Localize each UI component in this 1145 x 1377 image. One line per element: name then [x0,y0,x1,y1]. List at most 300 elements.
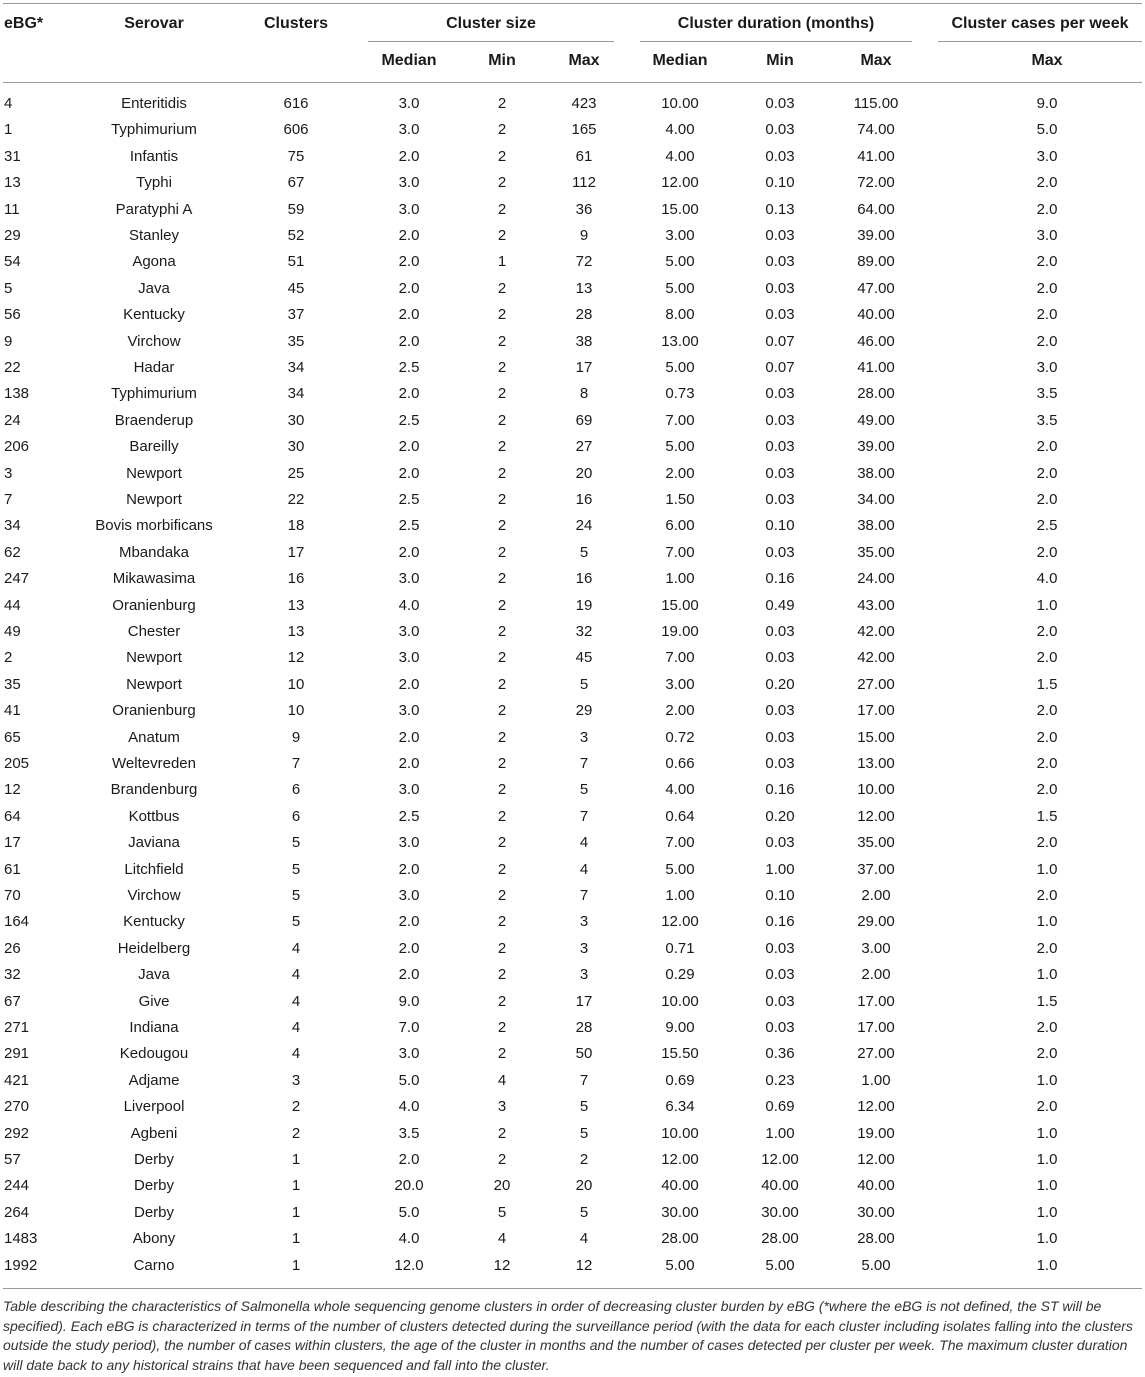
cell-duration-min: 0.03 [765,306,795,324]
cell-size-median: 5.0 [398,1071,420,1089]
cell-cases-max: 2.0 [1036,332,1058,350]
cell-duration-median: 6.00 [665,517,695,535]
cell-duration-min: 0.03 [765,253,795,271]
cell-serovar: Bareilly [129,438,179,456]
table-row [0,698,1145,724]
cell-clusters: 5 [291,860,301,878]
cell-clusters: 59 [287,200,305,218]
cell-ebg: 22 [4,359,21,376]
cell-duration-min: 0.20 [765,807,795,825]
cell-size-min: 2 [497,1019,507,1036]
cell-size-max: 17 [575,359,593,376]
cell-size-max: 69 [575,411,593,429]
cell-size-max: 7 [579,887,589,904]
cell-ebg: 7 [4,491,13,508]
cell-cases-max: 2.0 [1036,543,1058,561]
cell-size-min: 2 [497,649,507,667]
cell-cases-max: 1.0 [1036,1124,1058,1142]
cell-ebg: 49 [4,623,21,640]
cell-duration-min: 0.03 [765,491,795,508]
cell-size-min: 2 [497,517,507,535]
cell-clusters: 45 [287,279,305,297]
cell-duration-max: 115.00 [853,95,899,112]
cell-serovar: Newport [126,649,182,667]
cell-duration-min: 0.13 [765,200,795,218]
cell-size-min: 2 [497,887,507,904]
cell-size-max: 7 [579,1071,589,1089]
cell-serovar: Weltevreden [112,755,196,772]
cell-size-max: 2 [579,1151,589,1168]
table-row [0,1226,1145,1252]
cell-cases-max: 1.0 [1036,860,1058,878]
cell-clusters: 2 [291,1124,301,1142]
cell-duration-max: 30.00 [857,1203,895,1221]
cell-serovar: Chester [127,623,181,640]
cell-duration-max: 3.00 [861,939,891,957]
cell-cases-max: 1.0 [1036,1071,1058,1089]
cell-duration-min: 0.03 [765,939,795,957]
cell-size-min: 20 [493,1177,511,1195]
cell-size-min: 2 [497,279,507,297]
cell-serovar: Oranienburg [112,702,196,720]
cell-serovar: Anatum [128,728,180,746]
table-row [0,619,1145,645]
table-row [0,144,1145,170]
cell-ebg: 31 [4,147,21,165]
cell-size-min: 2 [497,596,507,614]
cell-size-median: 2.0 [398,147,420,165]
cell-cases-max: 2.0 [1036,1019,1058,1036]
cell-size-min: 2 [497,1151,507,1168]
cell-cases-max: 1.0 [1036,596,1058,614]
cell-cases-max: 2.0 [1036,755,1058,772]
cell-serovar: Kottbus [128,807,180,825]
cell-size-max: 16 [575,570,593,588]
cell-clusters: 30 [287,438,305,456]
cell-duration-min: 1.00 [765,1124,795,1142]
cell-size-min: 2 [497,147,507,165]
cell-serovar: Derby [133,1151,174,1168]
table-row [0,725,1145,751]
cell-duration-min: 0.03 [765,623,795,640]
cell-size-max: 9 [579,227,589,244]
cell-cases-max: 3.5 [1036,385,1058,403]
cell-clusters: 67 [287,174,305,192]
header-size-median: Median [381,52,437,69]
cell-clusters: 34 [287,359,305,376]
cell-ebg: 56 [4,306,21,324]
header-cluster-cases: Cluster cases per week [951,15,1129,32]
cell-duration-max: 74.00 [857,121,895,139]
cell-serovar: Braenderup [114,411,194,429]
cell-clusters: 4 [291,1045,301,1063]
table-row [0,1200,1145,1226]
cell-size-median: 2.0 [398,966,420,984]
cell-size-median: 3.0 [398,200,420,218]
cell-serovar: Paratyphi A [115,200,193,218]
table-top-rule [3,3,1142,4]
cell-clusters: 1 [291,1230,301,1248]
cell-cases-max: 1.0 [1036,1203,1058,1221]
cell-duration-median: 7.00 [665,649,695,667]
cell-size-max: 5 [579,1203,589,1221]
cell-size-median: 4.0 [398,1098,420,1116]
cell-duration-min: 0.10 [765,174,795,192]
cell-size-median: 20.0 [394,1177,424,1195]
cell-size-max: 17 [575,992,593,1010]
cell-size-min: 2 [497,95,507,112]
cell-duration-min: 0.07 [765,359,795,376]
header-cases-max: Max [1031,52,1063,69]
header-size-max: Max [568,52,600,69]
cell-duration-median: 1.50 [665,491,695,508]
cell-size-max: 5 [579,675,589,693]
cell-clusters: 13 [287,596,305,614]
cell-cases-max: 1.0 [1036,1256,1058,1274]
cell-serovar: Hadar [133,359,175,376]
cell-size-median: 2.0 [398,728,420,746]
cell-clusters: 12 [287,649,305,667]
cell-clusters: 75 [287,147,305,165]
cell-ebg: 65 [4,728,21,746]
cell-duration-max: 40.00 [857,306,895,324]
cell-duration-min: 0.69 [765,1098,795,1116]
cell-ebg: 164 [4,913,30,931]
cell-serovar: Litchfield [124,860,184,878]
cell-size-max: 13 [575,279,593,297]
cell-serovar: Stanley [128,227,180,244]
cell-size-max: 20 [575,1177,593,1195]
cell-size-max: 72 [575,253,593,271]
cell-clusters: 4 [291,1019,301,1036]
cell-duration-min: 30.00 [761,1203,799,1221]
cell-cases-max: 2.0 [1036,1045,1058,1063]
cell-ebg: 57 [4,1151,21,1168]
cell-duration-median: 12.00 [661,913,699,931]
cell-clusters: 4 [291,966,301,984]
cell-duration-median: 7.00 [665,543,695,561]
cell-duration-max: 35.00 [857,834,895,852]
cell-duration-max: 17.00 [857,992,895,1010]
cell-duration-max: 39.00 [857,438,895,456]
cell-ebg: 244 [4,1177,30,1195]
cell-size-min: 4 [497,1230,507,1248]
cell-size-median: 2.0 [398,860,420,878]
cell-duration-min: 0.03 [765,755,795,772]
cell-duration-min: 0.03 [765,543,795,561]
cell-cases-max: 1.0 [1036,1177,1058,1195]
cell-duration-max: 46.00 [857,332,895,350]
cell-size-max: 5 [579,1098,589,1116]
cell-serovar: Agona [132,253,176,271]
cell-cases-max: 2.0 [1036,200,1058,218]
cell-ebg: 41 [4,702,21,720]
cell-duration-min: 0.16 [765,913,795,931]
table-row [0,962,1145,988]
cell-clusters: 2 [291,1098,301,1116]
cell-serovar: Indiana [129,1019,179,1036]
cluster-cases-group-line [938,41,1142,42]
cell-size-max: 38 [575,332,593,350]
table-caption: Table describing the characteristics of Salmonella whole sequencing genome clusters in order of decreasing cluster burden by eBG (*where the eBG is not defined, the ST will be specified). Each eBG is characterized in terms of the number of clusters detected during the surveillance period (with the data for each cluster including isolates falling into the clusters outside the study period), the number of cases within clusters, the age of the cluster in months and the number of cases detected per cluster per week. The maximum cluster duration will date back to any historical strains that have been sequenced and fall into the cluster. [3,1298,1133,1373]
cell-duration-median: 13.00 [661,332,699,350]
cell-duration-max: 89.00 [857,253,895,271]
cell-ebg: 270 [4,1098,30,1116]
table-row [0,355,1145,381]
cluster-size-group-line [368,41,614,42]
cell-duration-min: 0.16 [765,570,795,588]
cell-size-median: 2.0 [398,227,420,244]
cell-duration-min: 0.23 [765,1071,795,1089]
cell-size-median: 3.0 [398,623,420,640]
cell-clusters: 10 [287,675,305,693]
cell-ebg: 29 [4,227,21,244]
cell-cases-max: 2.0 [1036,279,1058,297]
table-row [0,91,1145,117]
cell-size-max: 3 [579,913,589,931]
table-row [0,936,1145,962]
cell-size-median: 3.0 [398,702,420,720]
cell-duration-median: 0.66 [665,755,695,772]
cell-duration-max: 13.00 [857,755,895,772]
cell-size-max: 7 [579,755,589,772]
cell-clusters: 6 [291,807,301,825]
cell-size-median: 3.0 [398,887,420,904]
cell-size-median: 12.0 [394,1256,424,1274]
table-row [0,804,1145,830]
cell-size-min: 2 [497,728,507,746]
cell-size-max: 4 [579,860,589,878]
header-duration-max: Max [860,52,892,69]
cell-size-median: 7.0 [398,1019,420,1036]
cell-duration-max: 12.00 [857,1098,895,1116]
cell-clusters: 616 [283,95,309,112]
cell-size-min: 2 [497,675,507,693]
cell-duration-median: 2.00 [665,464,695,482]
table-row [0,1121,1145,1147]
cell-duration-min: 12.00 [761,1151,799,1168]
cell-clusters: 16 [287,570,305,588]
cell-size-median: 5.0 [398,1203,420,1221]
table-row [0,302,1145,328]
cell-size-max: 32 [575,623,593,640]
header-duration-min: Min [766,52,794,69]
table-row [0,672,1145,698]
header-cluster-duration: Cluster duration (months) [677,15,875,32]
cell-size-median: 2.0 [398,939,420,957]
cell-size-min: 2 [497,834,507,852]
cell-size-max: 4 [579,1230,589,1248]
cell-ebg: 24 [4,411,21,429]
cell-duration-median: 2.00 [665,702,695,720]
cell-clusters: 1 [291,1177,301,1195]
cell-ebg: 62 [4,543,21,561]
cell-duration-max: 2.00 [861,966,891,984]
cell-ebg: 271 [4,1019,30,1036]
cell-clusters: 4 [291,992,301,1010]
table-row [0,329,1145,355]
cell-duration-median: 12.00 [661,1151,699,1168]
cell-cases-max: 5.0 [1036,121,1058,139]
cell-cases-max: 2.0 [1036,491,1058,508]
cell-duration-median: 6.34 [665,1098,695,1116]
table-bottom-rule [3,1288,1142,1289]
table-row [0,566,1145,592]
cell-size-median: 2.0 [398,755,420,772]
cell-duration-max: 5.00 [861,1256,891,1274]
cell-serovar: Give [138,992,170,1010]
cell-duration-median: 5.00 [665,253,695,271]
cell-duration-max: 27.00 [857,1045,895,1063]
cell-size-min: 2 [497,464,507,482]
cell-serovar: Java [138,966,170,984]
cell-clusters: 22 [287,491,305,508]
cell-cases-max: 2.0 [1036,174,1058,192]
cell-duration-median: 0.72 [665,728,695,746]
cell-size-median: 2.5 [398,517,420,535]
cell-size-median: 3.0 [398,1045,420,1063]
cell-size-max: 20 [575,464,593,482]
cell-duration-median: 0.69 [665,1071,695,1089]
cell-cases-max: 2.0 [1036,306,1058,324]
cell-cases-max: 2.0 [1036,702,1058,720]
cell-duration-min: 0.03 [765,411,795,429]
cell-ebg: 1483 [4,1230,38,1248]
cell-serovar: Kentucky [123,913,185,931]
cell-cases-max: 2.0 [1036,623,1058,640]
cell-size-max: 112 [572,174,596,192]
cell-size-max: 28 [575,1019,593,1036]
cell-size-median: 3.0 [398,174,420,192]
table-row [0,434,1145,460]
cell-size-min: 2 [497,332,507,350]
cell-serovar: Enteritidis [121,95,187,112]
table-row [0,408,1145,434]
cell-size-min: 2 [497,992,507,1010]
cell-size-max: 12 [575,1256,593,1274]
cell-size-median: 2.0 [398,438,420,456]
cell-size-median: 3.0 [398,121,420,139]
cell-size-max: 19 [575,596,593,614]
header-bottom-rule [3,82,1142,83]
cell-ebg: 1 [4,121,13,139]
cell-size-max: 423 [571,95,597,112]
cell-serovar: Agbeni [130,1124,178,1142]
cell-ebg: 264 [4,1203,30,1221]
cell-size-median: 2.0 [398,913,420,931]
cell-size-min: 3 [497,1098,507,1116]
cell-duration-min: 0.10 [765,517,795,535]
cell-cases-max: 1.0 [1036,1230,1058,1248]
cell-size-min: 2 [497,570,507,588]
cell-cases-max: 2.0 [1036,649,1058,667]
cell-size-min: 2 [497,1045,507,1063]
cell-serovar: Java [138,279,170,297]
cell-duration-min: 0.03 [765,147,795,165]
cell-ebg: 32 [4,966,21,984]
cell-serovar: Newport [126,464,182,482]
cell-serovar: Heidelberg [117,939,191,957]
table-row [0,1068,1145,1094]
cell-duration-max: 43.00 [857,596,895,614]
cell-duration-min: 0.49 [765,596,795,614]
cell-duration-max: 38.00 [857,517,895,535]
cell-ebg: 26 [4,939,21,957]
table-row [0,645,1145,671]
cell-size-median: 3.0 [398,570,420,588]
cell-ebg: 61 [4,860,21,878]
cell-size-min: 2 [497,1124,507,1142]
cell-serovar: Carno [133,1256,175,1274]
table-row [0,1041,1145,1067]
cell-duration-min: 0.03 [765,438,795,456]
cell-duration-min: 0.03 [765,702,795,720]
header-duration-median: Median [652,52,708,69]
cell-size-max: 45 [575,649,593,667]
cell-duration-min: 0.20 [765,675,795,693]
cell-ebg: 5 [4,279,13,297]
cell-duration-median: 7.00 [665,834,695,852]
cell-duration-max: 15.00 [857,728,895,746]
cell-size-min: 2 [497,913,507,931]
cell-serovar: Adjame [128,1071,180,1089]
cell-ebg: 1992 [4,1256,38,1274]
cell-size-min: 2 [497,359,507,376]
table-row [0,197,1145,223]
table-row [0,883,1145,909]
cell-size-min: 2 [497,807,507,825]
cell-ebg: 17 [4,834,21,852]
cell-size-median: 2.5 [398,359,420,376]
cell-serovar: Mbandaka [118,543,190,561]
cell-size-max: 27 [575,438,593,456]
cell-size-min: 2 [497,121,507,139]
header-clusters: Clusters [263,15,329,32]
cell-serovar: Mikawasima [112,570,196,588]
cell-size-min: 2 [497,385,507,403]
cell-duration-min: 0.03 [765,227,795,244]
cell-size-median: 2.0 [398,253,420,271]
cell-size-min: 12 [493,1256,511,1274]
cell-duration-max: 19.00 [857,1124,895,1142]
cell-size-median: 3.0 [398,95,420,112]
cell-size-min: 2 [497,966,507,984]
cell-clusters: 9 [291,728,301,746]
cell-size-max: 50 [575,1045,593,1063]
cell-duration-max: 64.00 [857,200,895,218]
cell-size-max: 5 [579,1124,589,1142]
cell-cases-max: 4.0 [1036,570,1058,588]
cell-size-min: 2 [497,543,507,561]
cell-duration-max: 49.00 [857,411,895,429]
cell-clusters: 37 [287,306,305,324]
cell-size-max: 7 [579,807,589,825]
cell-clusters: 30 [287,411,305,429]
cell-size-median: 3.0 [398,781,420,799]
cell-duration-min: 0.03 [765,95,795,112]
cell-duration-max: 29.00 [857,913,895,931]
cell-size-median: 2.0 [398,675,420,693]
table-row [0,593,1145,619]
cell-duration-median: 1.00 [665,887,695,904]
cell-size-median: 2.0 [398,306,420,324]
cell-duration-min: 28.00 [761,1230,799,1248]
cell-serovar: Derby [133,1203,174,1221]
cell-cases-max: 9.0 [1036,95,1058,112]
cell-size-min: 2 [497,860,507,878]
cell-duration-median: 5.00 [665,438,695,456]
cell-size-median: 2.0 [398,1151,420,1168]
